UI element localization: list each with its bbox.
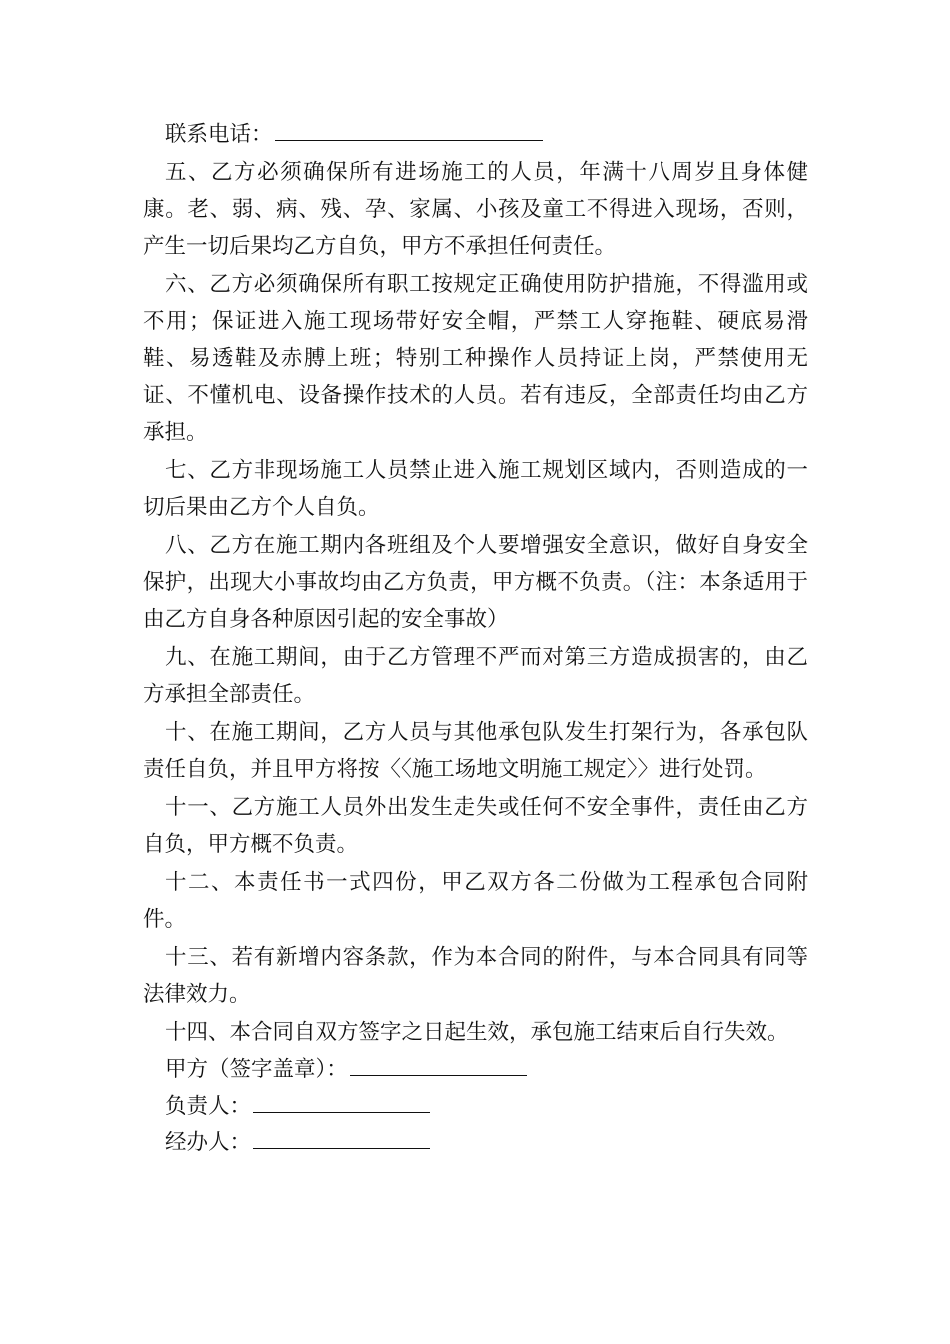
handler-label: 经办人： bbox=[165, 1130, 252, 1155]
clause-13: 十三、若有新增内容条款，作为本合同的附件，与本合同具有同等法律效力。 bbox=[143, 945, 808, 1007]
contact-phone-field bbox=[143, 116, 808, 154]
clause-5: 五、乙方必须确保所有进场施工的人员，年满十八周岁且身体健康。老、弱、病、残、孕、家属、小孩及童工不得进入现场，否则，产生一切后果均乙方自负，甲方不承担任何责任。 bbox=[143, 160, 808, 259]
responsible-person-field bbox=[143, 1089, 808, 1126]
responsible-person-label: 负责人： bbox=[165, 1093, 252, 1119]
clause-11: 十一、乙方施工人员外出发生走失或任何不安全事件，责任由乙方自负，甲方概不负责。 bbox=[143, 795, 808, 857]
clause-14: 十四、本合同自双方签字之日起生效，承包施工结束后自行失效。 bbox=[165, 1020, 789, 1045]
responsible-person-blank[interactable] bbox=[253, 1090, 430, 1113]
clause-7: 七、乙方非现场施工人员禁止进入施工规划区域内，否则造成的一切后果由乙方个人自负。 bbox=[143, 458, 808, 520]
clause-10: 十、在施工期间，乙方人员与其他承包队发生打架行为，各承包队责任自负，并且甲方将按〈〈施工场地文明施工规定〉〉进行处罚。 bbox=[143, 720, 808, 782]
party-a-signature-label: 甲方（签字盖章）： bbox=[165, 1057, 348, 1082]
party-a-signature-field bbox=[143, 1052, 808, 1089]
party-a-signature-blank[interactable] bbox=[350, 1053, 527, 1076]
signature-block bbox=[143, 1052, 808, 1162]
clause-6: 六、乙方必须确保所有职工按规定正确使用防护措施，不得滥用或不用；保证进入施工现场带好安全帽，严禁工人穿拖鞋、硬底易滑鞋、易透鞋及赤膊上班；特别工种操作人员持证上岗，严禁使用无证、不懂机电、设备操作技术的人员。若有违反，全部责任均由乙方承担。 bbox=[143, 272, 808, 445]
handler-field bbox=[143, 1125, 808, 1162]
clause-8: 八、乙方在施工期内各班组及个人要增强安全意识，做好自身安全保护，出现大小事故均由乙方负责，甲方概不负责。（注：本条适用于由乙方自身各种原因引起的安全事故） bbox=[143, 533, 808, 632]
clause-12: 十二、本责任书一式四份，甲乙双方各二份做为工程承包合同附件。 bbox=[143, 870, 808, 932]
handler-blank[interactable] bbox=[253, 1126, 430, 1149]
contact-phone-blank[interactable] bbox=[275, 118, 543, 141]
contact-phone-label: 联系电话： bbox=[165, 122, 273, 147]
contract-body bbox=[143, 116, 808, 1162]
clause-9: 九、在施工期间，由于乙方管理不严而对第三方造成损害的，由乙方承担全部责任。 bbox=[143, 645, 808, 707]
